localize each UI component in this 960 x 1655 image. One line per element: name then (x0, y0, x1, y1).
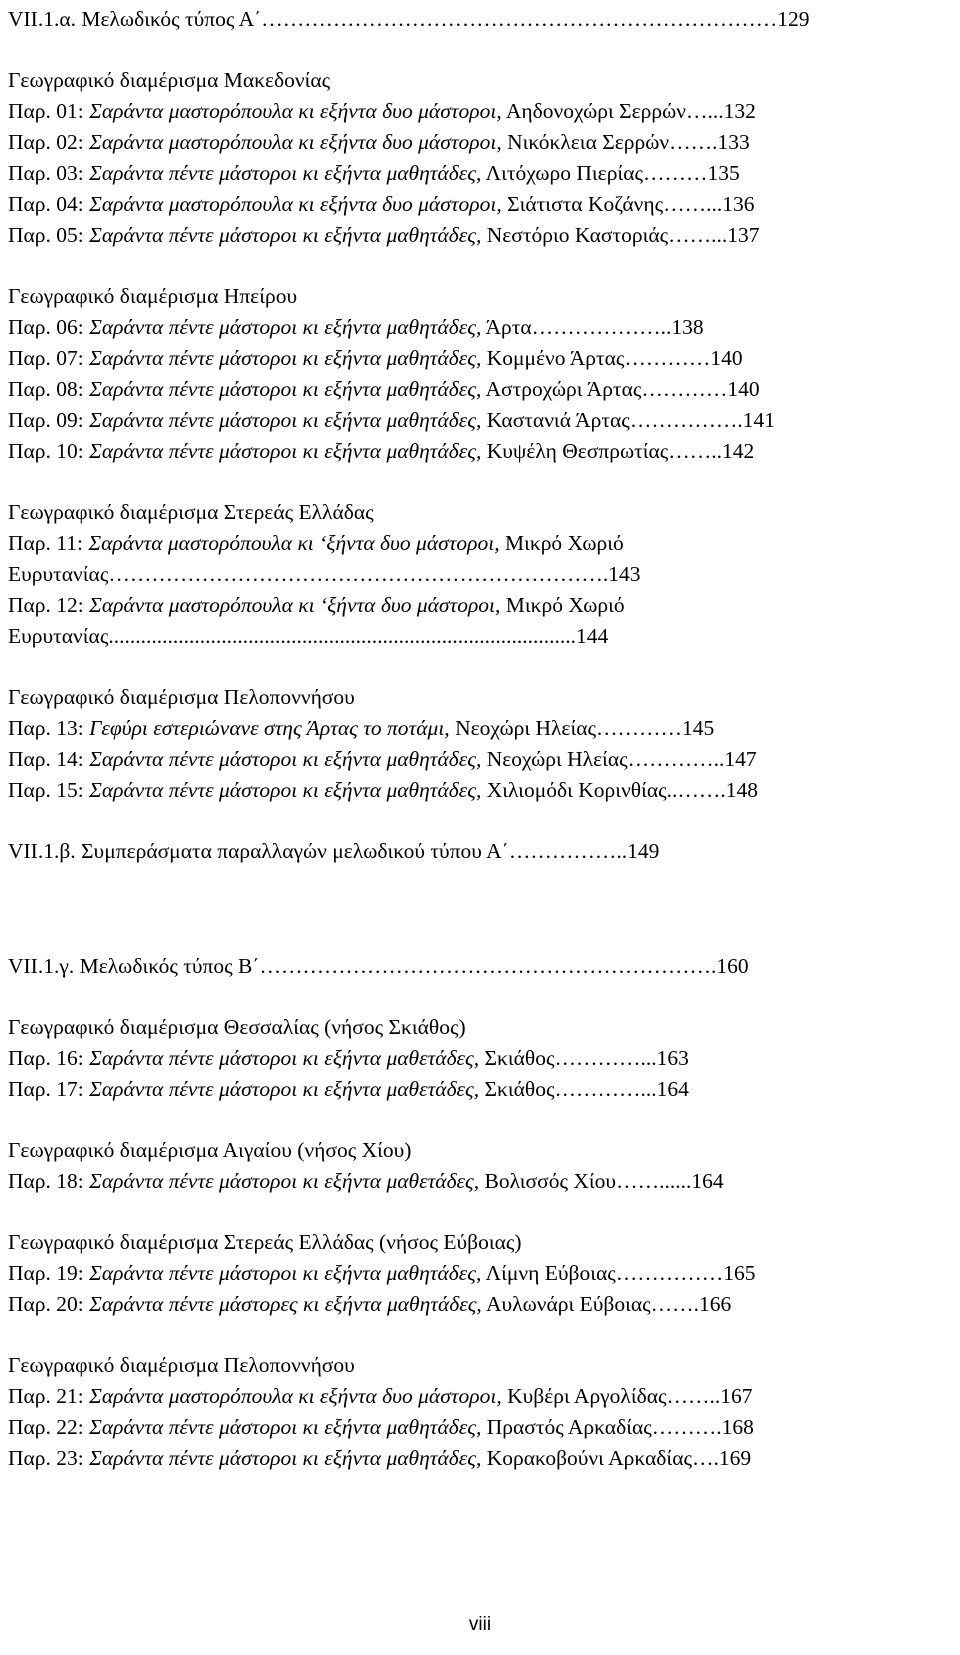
toc-entry-title: Σαράντα μαστορόπουλα κι ‘ξήντα δυο μάστοροι, (88, 531, 500, 555)
toc-entry-location-page: Κυβέρι Αργολίδας……..167 (501, 1384, 753, 1408)
spacer (8, 1197, 908, 1227)
toc-entry (8, 436, 908, 467)
toc-region-heading: Γεωγραφικό διαμέρισμα Μακεδονίας (8, 68, 331, 92)
toc-entry-title: Σαράντα πέντε μάστοροι κι εξήντα μαθητάδες, (89, 315, 482, 339)
spacer (8, 251, 908, 281)
toc-entry-number: Παρ. 12: (8, 593, 90, 617)
toc-entry (8, 1381, 908, 1412)
toc-entry-title: Σαράντα μαστορόπουλα κι εξήντα δυο μάστοροι, (89, 130, 502, 154)
toc-entry (8, 590, 908, 652)
toc-entry-location-page: Βολισσός Χίου……......164 (479, 1169, 724, 1193)
toc-entry-location-page: Χιλιομόδι Κορινθίας..…….148 (481, 778, 759, 802)
toc-entry-title: Σαράντα πέντε μάστοροι κι εξήντα μαθητάδες, (89, 346, 482, 370)
toc-entry (8, 158, 908, 189)
toc-region-heading: Γεωγραφικό διαμέρισμα Στερεάς Ελλάδας (8, 500, 374, 524)
toc-entry-location-page: Πραστός Αρκαδίας……….168 (481, 1415, 754, 1439)
toc-entry-number: Παρ. 01: (8, 99, 90, 123)
toc-entry-title: Σαράντα πέντε μάστοροι κι εξήντα μαθετάδες, (89, 1169, 480, 1193)
toc-entry-location-page: Σκιάθος…………...164 (479, 1077, 689, 1101)
toc-entry (8, 1074, 908, 1105)
spacer (8, 467, 908, 497)
toc-entry-title: Σαράντα πέντε μάστοροι κι εξήντα μαθητάδες, (89, 747, 482, 771)
toc-entry-location-page: Σιάτιστα Κοζάνης……...136 (501, 192, 755, 216)
toc-entry-location-page: Αηδονοχώρι Σερρών…...132 (501, 99, 756, 123)
toc-entry-number: Παρ. 21: (8, 1384, 90, 1408)
toc-entry-number: Παρ. 02: (8, 130, 90, 154)
spacer (8, 652, 908, 682)
toc-entry-location-page: Κομμένο Άρτας…………140 (481, 346, 743, 370)
toc-entry-location-page: Μικρό Χωριό Ευρυτανίας…………………………………………………………….143 (8, 531, 641, 586)
toc-entry-location-page: Καστανιά Άρτας…………….141 (481, 408, 775, 432)
toc-entry-number: Παρ. 22: (8, 1415, 90, 1439)
toc-region-heading: Γεωγραφικό διαμέρισμα Στερεάς Ελλάδας (νήσος Εύβοιας) (8, 1230, 522, 1254)
toc-entry-number: Παρ. 17: (8, 1077, 90, 1101)
toc-entry-location-page: Κορακοβούνι Αρκαδίας….169 (481, 1446, 752, 1470)
toc-entry (8, 775, 908, 806)
toc-entry (8, 1166, 908, 1197)
toc-entry-location-page: Νεοχώρι Ηλείας…………..147 (481, 747, 757, 771)
toc-region-heading: Γεωγραφικό διαμέρισμα Πελοποννήσου (8, 1353, 355, 1377)
spacer (8, 867, 908, 921)
toc-entry-title: Σαράντα πέντε μάστοροι κι εξήντα μαθητάδες, (89, 1261, 482, 1285)
toc-entry (8, 1412, 908, 1443)
toc-entry-title: Σαράντα μαστορόπουλα κι εξήντα δυο μάστοροι, (89, 192, 502, 216)
toc-chapter-heading: VII.1.α. Μελωδικός τύπος Α΄………………………………………………………………129 (8, 7, 810, 31)
toc-entry-title: Σαράντα πέντε μάστοροι κι εξήντα μαθητάδες, (89, 1446, 482, 1470)
toc-entry-title: Σαράντα πέντε μάστοροι κι εξήντα μαθητάδες, (89, 408, 482, 432)
toc-entry (8, 1289, 908, 1320)
toc-entry (8, 312, 908, 343)
toc-entry-title: Σαράντα πέντε μάστορες κι εξήντα μαθητάδες, (89, 1292, 482, 1316)
spacer (8, 1320, 908, 1350)
toc-entry-location-page: Αστροχώρι Άρτας…………140 (481, 377, 760, 401)
toc-entry-location-page: Άρτα………………..138 (481, 315, 704, 339)
toc-entry-location-page: Νεοχώρι Ηλείας…………145 (449, 716, 715, 740)
toc-entry-number: Παρ. 13: (8, 716, 90, 740)
toc-entry-location-page: Λιτόχωρο Πιερίας………135 (481, 161, 740, 185)
toc-entry (8, 1443, 908, 1474)
toc-region-heading: Γεωγραφικό διαμέρισμα Θεσσαλίας (νήσος Σκιάθος) (8, 1015, 466, 1039)
toc-entry (8, 96, 908, 127)
toc-entry-number: Παρ. 08: (8, 377, 90, 401)
toc-entry-location-page: Κυψέλη Θεσπρωτίας……..142 (481, 439, 755, 463)
toc-entry (8, 127, 908, 158)
toc-entry (8, 528, 908, 590)
toc-region-heading: Γεωγραφικό διαμέρισμα Πελοποννήσου (8, 685, 355, 709)
spacer (8, 982, 908, 1012)
toc-entry-number: Παρ. 19: (8, 1261, 90, 1285)
toc-entry-number: Παρ. 15: (8, 778, 90, 802)
toc-entry-number: Παρ. 16: (8, 1046, 90, 1070)
toc-entry-location-page: Αυλωνάρι Εύβοιας…….166 (481, 1292, 732, 1316)
toc-entry-title: Σαράντα μαστορόπουλα κι ‘ξήντα δυο μάστοροι, (89, 593, 501, 617)
toc-entry (8, 1043, 908, 1074)
toc-entry-number: Παρ. 23: (8, 1446, 90, 1470)
toc-entry (8, 189, 908, 220)
toc-entry (8, 1258, 908, 1289)
toc-entry-title: Σαράντα μαστορόπουλα κι εξήντα δυο μάστοροι, (89, 99, 502, 123)
toc-entry-title: Σαράντα πέντε μάστοροι κι εξήντα μαθετάδες, (89, 1077, 480, 1101)
toc-entry-number: Παρ. 06: (8, 315, 90, 339)
toc-entry (8, 374, 908, 405)
toc-entry-number: Παρ. 09: (8, 408, 90, 432)
toc-entry-number: Παρ. 04: (8, 192, 90, 216)
toc-region-heading: Γεωγραφικό διαμέρισμα Αιγαίου (νήσος Χίου) (8, 1138, 412, 1162)
toc-entry-title: Σαράντα πέντε μάστοροι κι εξήντα μαθετάδες, (89, 1046, 480, 1070)
toc-entry (8, 405, 908, 436)
toc-chapter-heading: VII.1.γ. Μελωδικός τύπος Β΄……………………………………………………….160 (8, 954, 749, 978)
toc-entry-number: Παρ. 14: (8, 747, 90, 771)
toc-entry-title: Σαράντα πέντε μάστοροι κι εξήντα μαθητάδες, (89, 377, 482, 401)
toc-entry-title: Σαράντα πέντε μάστοροι κι εξήντα μαθητάδες, (89, 1415, 482, 1439)
toc-entry-number: Παρ. 05: (8, 223, 90, 247)
toc-entry (8, 744, 908, 775)
toc-entry-number: Παρ. 11: (8, 531, 89, 555)
toc-entry (8, 343, 908, 374)
toc-entry (8, 713, 908, 744)
toc-chapter-heading: VII.1.β. Συμπεράσματα παραλλαγών μελωδικού τύπου Α΄……………..149 (8, 839, 660, 863)
toc-entry-location-page: Λίμνη Εύβοιας……………165 (481, 1261, 756, 1285)
toc-entry-number: Παρ. 10: (8, 439, 90, 463)
toc-entry-number: Παρ. 03: (8, 161, 90, 185)
toc-entry-location-page: Μικρό Χωριό Ευρυτανίας.......................................................................................144 (8, 593, 625, 648)
toc-entry-title: Σαράντα πέντε μάστοροι κι εξήντα μαθητάδες, (89, 161, 482, 185)
toc-entry-location-page: Νικόκλεια Σερρών…….133 (501, 130, 750, 154)
toc-entry-title: Σαράντα πέντε μάστοροι κι εξήντα μαθητάδες, (89, 778, 482, 802)
toc-entry-number: Παρ. 07: (8, 346, 90, 370)
table-of-contents (8, 4, 908, 1474)
toc-entry-title: Σαράντα μαστορόπουλα κι εξήντα δυο μάστοροι, (89, 1384, 502, 1408)
toc-entry-title: Γεφύρι εστεριώνανε στης Άρτας το ποτάμι, (89, 716, 450, 740)
toc-entry-location-page: Σκιάθος…………...163 (479, 1046, 689, 1070)
spacer (8, 921, 908, 951)
toc-entry (8, 220, 908, 251)
toc-entry-title: Σαράντα πέντε μάστοροι κι εξήντα μαθητάδες, (89, 223, 482, 247)
page-number: viii (468, 1614, 492, 1635)
toc-region-heading: Γεωγραφικό διαμέρισμα Ηπείρου (8, 284, 298, 308)
spacer (8, 35, 908, 65)
toc-entry-number: Παρ. 20: (8, 1292, 90, 1316)
toc-entry-location-page: Νεστόριο Καστοριάς……...137 (481, 223, 760, 247)
toc-entry-number: Παρ. 18: (8, 1169, 90, 1193)
spacer (8, 1105, 908, 1135)
toc-entry-title: Σαράντα πέντε μάστοροι κι εξήντα μαθητάδες, (89, 439, 482, 463)
spacer (8, 806, 908, 836)
